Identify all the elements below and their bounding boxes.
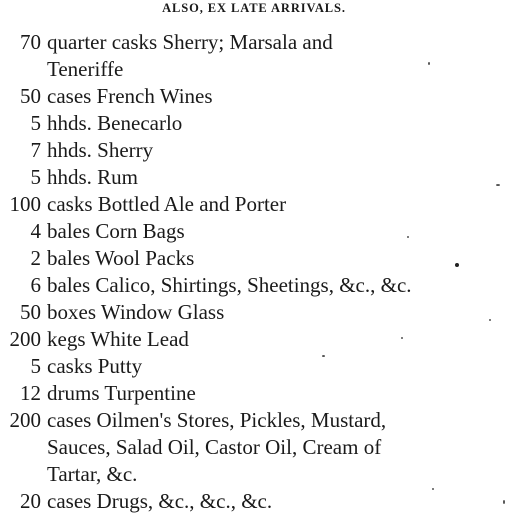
item-quantity: 100	[9, 192, 41, 216]
section-heading: ALSO, EX LATE ARRIVALS.	[162, 1, 346, 15]
list-item	[0, 272, 508, 299]
item-description: hhds. Benecarlo	[47, 111, 183, 135]
item-description: bales Corn Bags	[47, 219, 185, 243]
item-description-continued: Tartar, &c.	[47, 462, 138, 486]
item-quantity: 6	[30, 273, 41, 297]
print-speck	[401, 337, 403, 339]
item-quantity: 20	[20, 489, 41, 513]
item-description-continued: Teneriffe	[47, 57, 124, 81]
item-quantity: 200	[9, 408, 41, 432]
list-item	[0, 218, 508, 245]
item-quantity: 12	[20, 381, 41, 405]
item-description: bales Wool Packs	[47, 246, 195, 270]
print-speck	[322, 355, 325, 357]
item-quantity: 70	[20, 30, 41, 54]
print-speck	[428, 62, 430, 65]
print-speck	[503, 500, 505, 504]
list-item	[0, 353, 508, 380]
list-item	[0, 380, 508, 407]
item-quantity: 2	[30, 246, 41, 270]
list-item	[0, 29, 508, 56]
list-item	[0, 191, 508, 218]
item-quantity: 5	[30, 165, 41, 189]
item-description: cases Oilmen's Stores, Pickles, Mustard,	[47, 408, 387, 432]
list-item	[0, 299, 508, 326]
print-speck	[455, 263, 459, 267]
item-description: casks Putty	[47, 354, 143, 378]
item-quantity: 5	[30, 111, 41, 135]
item-quantity: 4	[30, 219, 41, 243]
print-speck	[496, 184, 500, 186]
item-description: hhds. Sherry	[47, 138, 154, 162]
item-description: boxes Window Glass	[47, 300, 225, 324]
item-quantity: 50	[20, 84, 41, 108]
item-description: casks Bottled Ale and Porter	[47, 192, 287, 216]
list-item	[0, 83, 508, 110]
print-speck	[407, 236, 409, 238]
item-description: quarter casks Sherry; Marsala and	[47, 30, 333, 54]
item-quantity: 200	[9, 327, 41, 351]
item-quantity: 5	[30, 354, 41, 378]
list-item	[0, 407, 508, 434]
list-item	[0, 488, 508, 515]
item-quantity: 7	[30, 138, 41, 162]
item-description-continued: Sauces, Salad Oil, Castor Oil, Cream of	[47, 435, 382, 459]
goods-list	[0, 29, 508, 515]
item-description: cases French Wines	[47, 84, 213, 108]
item-description: drums Turpentine	[47, 381, 196, 405]
item-description: kegs White Lead	[47, 327, 189, 351]
print-speck	[432, 488, 434, 490]
list-item	[0, 164, 508, 191]
item-description: cases Drugs, &c., &c., &c.	[47, 489, 273, 513]
list-item	[0, 110, 508, 137]
list-item	[0, 326, 508, 353]
list-item	[0, 137, 508, 164]
item-description: bales Calico, Shirtings, Sheetings, &c., &c.	[47, 273, 412, 297]
print-speck	[489, 319, 491, 321]
item-description: hhds. Rum	[47, 165, 139, 189]
item-quantity: 50	[20, 300, 41, 324]
list-item	[0, 245, 508, 272]
